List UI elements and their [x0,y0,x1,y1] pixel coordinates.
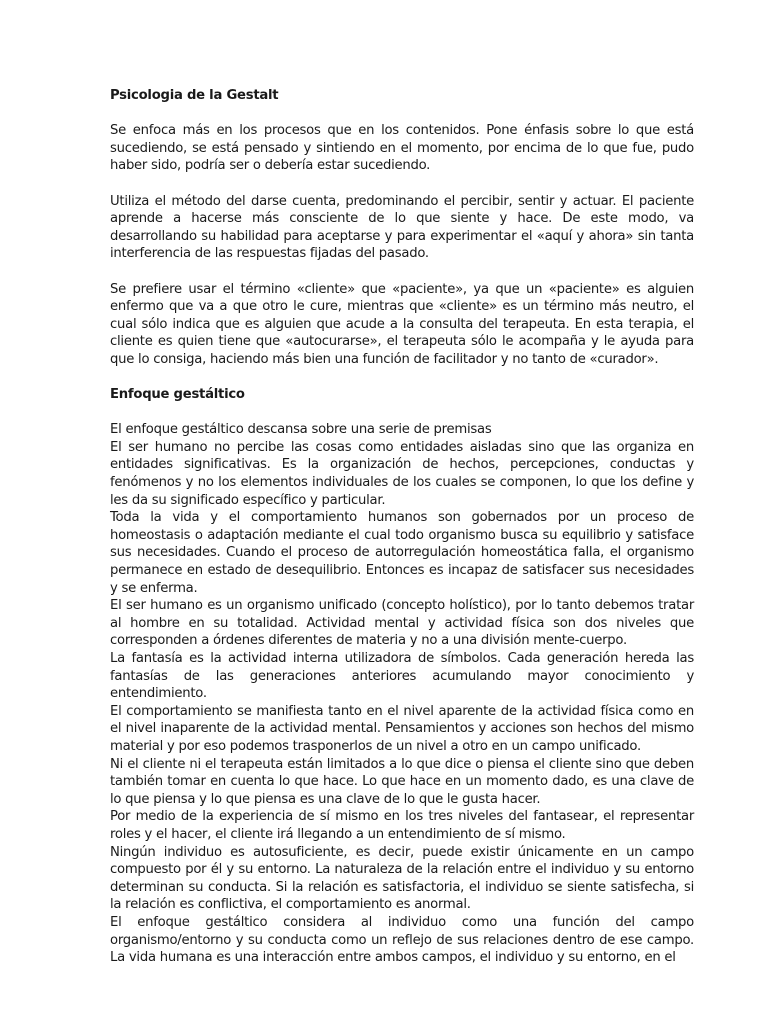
premise-paragraph: Por medio de la experiencia de sí mismo en los tres niveles del fantasear, el representar roles y el hacer, el cliente irá llegando a un entendimiento de sí mismo. [110,809,694,842]
paragraph: Se enfoca más en los procesos que en los contenidos. Pone énfasis sobre lo que está sucediendo, se está pensado y sintiendo en el momento, por encima de lo que fue, pudo haber sido, podría ser o debería estar sucediendo. [110,123,694,174]
premise-paragraph: Ningún individuo es autosuficiente, es decir, puede existir únicamente en un campo compuesto por él y su entorno. La naturaleza de la relación entre el individuo y su entorno determinan su conducta. Si la relación es satisfactoria, el individuo se siente satisfecha, si la relación es conflictiva, el comportamiento es anormal. [110,844,694,913]
premise-paragraph: Ni el cliente ni el terapeuta están limitados a lo que dice o piensa el cliente sino que deben también tomar en cuenta lo que hace. Lo que hace en un momento dado, es una clave de lo que piensa y lo que piensa es una clave de lo que le gusta hacer. [110,756,694,807]
premise-paragraph: Toda la vida y el comportamiento humanos son gobernados por un proceso de homeostasis o adaptación mediante el cual todo organismo busca su equilibrio y satisface sus necesidades. Cuando el proceso de autorregulación homeostática falla, el organismo permanece en estado de desequilibrio. Entonces es incapaz de satisfacer sus necesidades y se enferma. [110,510,694,596]
section-intro: El enfoque gestáltico descansa sobre una serie de premisas [110,422,492,438]
premise-paragraph: El comportamiento se manifiesta tanto en el nivel aparente de la actividad física como en el nivel inaparente de la actividad mental. Pensamientos y acciones son hechos del mismo material y por eso podemos trasponerlos de un nivel a otro en un campo unificado. [110,703,694,754]
premise-paragraph: El ser humano no percibe las cosas como entidades aisladas sino que las organiza en entidades significativas. Es la organización de hechos, percepciones, conductas y fenómenos y no los elementos individuales de los cuales se componen, lo que los define y les da su significado específico y particular. [110,439,694,508]
document-page [110,87,694,967]
section-heading: Enfoque gestáltico [110,387,245,403]
document-title: Psicologia de la Gestalt [110,88,279,103]
premise-paragraph: El enfoque gestáltico considera al individuo como una función del campo organismo/entorno y su conducta como un reflejo de sus relaciones dentro de ese campo. La vida humana es una interacción entre ambos campos, el individuo y su entorno, en el [110,914,694,966]
paragraph: Se prefiere usar el término «cliente» que «paciente», ya que un «paciente» es alguien enfermo que va a que otro le cure, mientras que «cliente» es un término más neutro, el cual sólo indica que es alguien que acude a la consulta del terapeuta. En esta terapia, el cliente es quien tiene que «autocurarse», el terapeuta sólo le acompaña y le ayuda para que lo consiga, haciendo más bien una función de facilitador y no tanto de «curador». [110,281,694,367]
premise-paragraph: La fantasía es la actividad interna utilizadora de símbolos. Cada generación hereda las fantasías de las generaciones anteriores acumulando mayor conocimiento y entendimiento. [110,651,694,702]
premise-paragraph: El ser humano es un organismo unificado (concepto holístico), por lo tanto debemos tratar al hombre en su totalidad. Actividad mental y actividad física son dos niveles que corresponden a órdenes diferentes de materia y no a una división mente-cuerpo. [110,598,694,649]
paragraph: Utiliza el método del darse cuenta, predominando el percibir, sentir y actuar. El paciente aprende a hacerse más consciente de lo que siente y hace. De este modo, va desarrollando su habilidad para aceptarse y para experimentar el «aquí y ahora» sin tanta interferencia de las respuestas fijadas del pasado. [110,193,694,262]
